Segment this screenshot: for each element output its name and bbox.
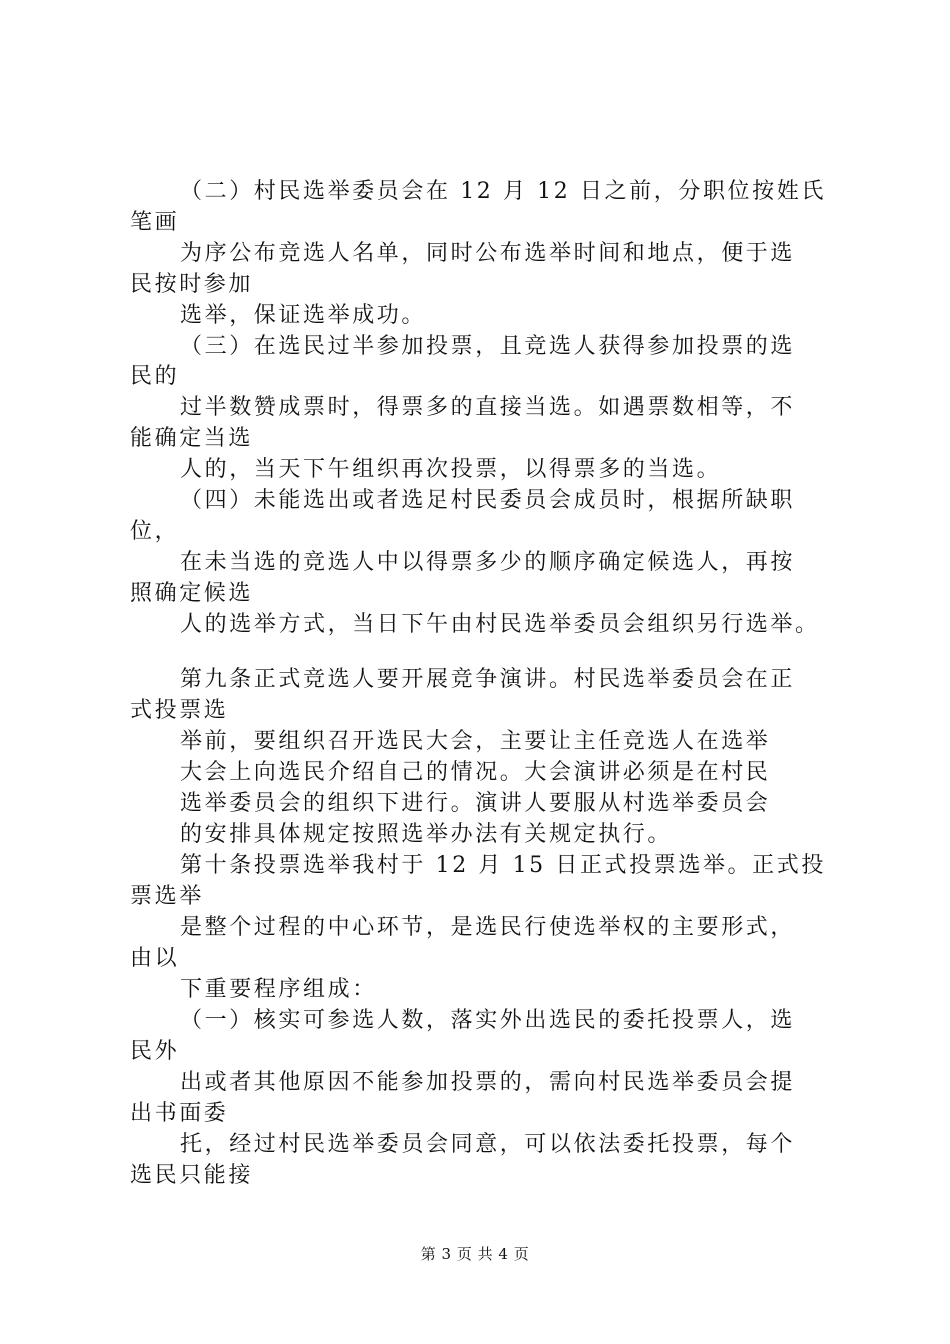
text-line: 民外 — [130, 1039, 180, 1064]
text-line: 选举，保证选举成功。 — [180, 303, 427, 328]
text-line: 出或者其他原因不能参加投票的，需向村民选举委员会提 — [180, 1070, 796, 1095]
text-line: 的安排具体规定按照选举办法有关规定执行。 — [180, 822, 673, 847]
text-line: 笔画 — [130, 210, 180, 235]
text-line: 过半数赞成票时，得票多的直接当选。如遇票数相等，不 — [180, 395, 796, 420]
text-line: 票选举 — [130, 884, 204, 909]
text-line: 能确定当选 — [130, 426, 254, 451]
text-line: 人的选举方式，当日下午由村民选举委员会组织另行选举。 — [180, 612, 820, 637]
text-line: （二）村民选举委员会在 12 月 12 日之前，分职位按姓氏 — [180, 179, 826, 204]
text-line: 位， — [130, 519, 180, 544]
text-line: 照确定候选 — [130, 581, 254, 606]
text-line: （四）未能选出或者选足村民委员会成员时，根据所缺职 — [180, 488, 796, 513]
text-line: 第十条投票选举我村于 12 月 15 日正式投票选举。正式投 — [180, 853, 826, 878]
text-line: 民的 — [130, 364, 180, 389]
text-line: 为序公布竞选人名单，同时公布选举时间和地点，便于选 — [180, 241, 796, 266]
page-number: 第 3 页 共 4 页 — [420, 1245, 530, 1263]
text-line: 民按时参加 — [130, 272, 254, 297]
text-line: （一）核实可参选人数，落实外出选民的委托投票人，选 — [180, 1008, 796, 1033]
text-line: 出书面委 — [130, 1101, 229, 1126]
text-line: 大会上向选民介绍自己的情况。大会演讲必须是在村民 — [180, 760, 771, 785]
text-line: 下重要程序组成： — [180, 977, 377, 1002]
text-line: 选民只能接 — [130, 1163, 254, 1188]
text-line: （三）在选民过半参加投票，且竞选人获得参加投票的选 — [180, 334, 796, 359]
text-line: 在未当选的竞选人中以得票多少的顺序确定候选人，再按 — [180, 550, 796, 575]
text-line: 选举委员会的组织下进行。演讲人要服从村选举委员会 — [180, 791, 771, 816]
text-line: 是整个过程的中心环节，是选民行使选举权的主要形式， — [180, 915, 796, 940]
text-line: 式投票选 — [130, 698, 229, 723]
text-line: 举前，要组织召开选民大会，主要让主任竞选人在选举 — [180, 729, 771, 754]
text-line: 托，经过村民选举委员会同意，可以依法委托投票，每个 — [180, 1132, 796, 1157]
text-line: 第九条正式竞选人要开展竞争演讲。村民选举委员会在正 — [180, 667, 796, 692]
text-line: 由以 — [130, 946, 180, 971]
text-line: 人的，当天下午组织再次投票，以得票多的当选。 — [180, 457, 722, 482]
